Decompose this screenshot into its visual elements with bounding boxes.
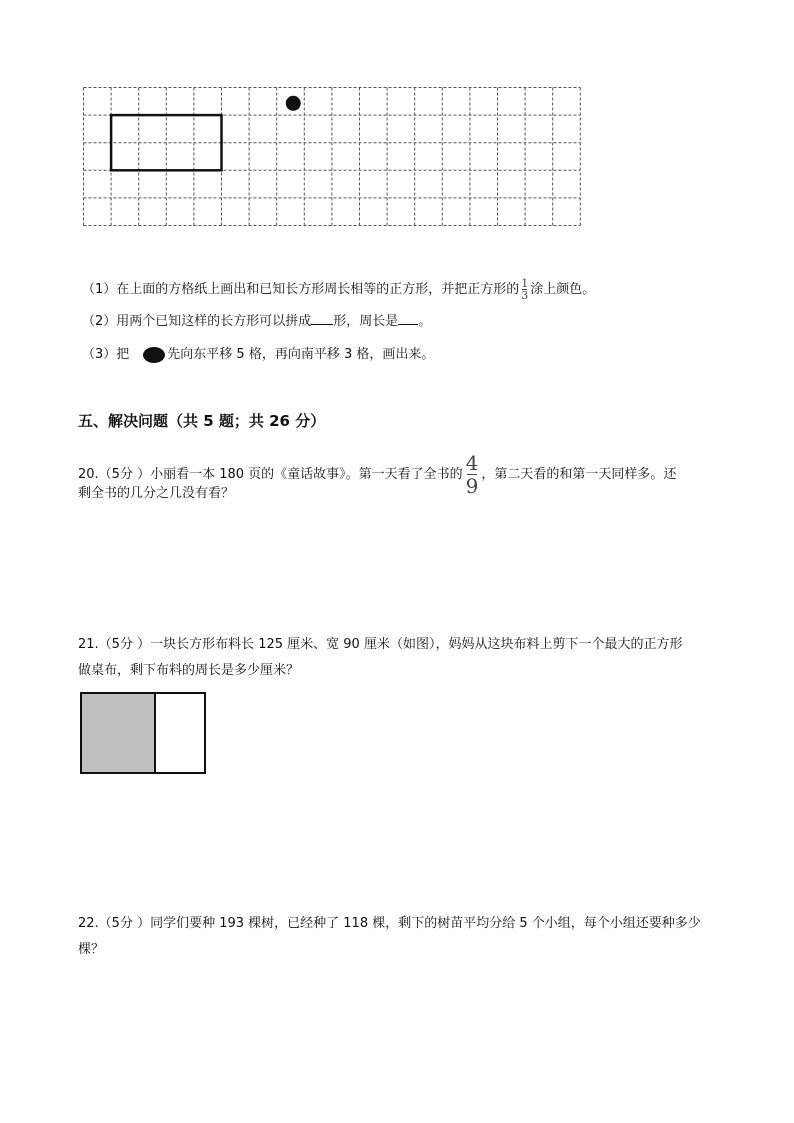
fraction-numerator: 1 [521,277,529,290]
fraction-four-ninths [466,453,479,496]
fraction-denominator: 9 [465,474,479,498]
q3-suffix: 先向东平移 5 格，再向南平移 3 格，画出来。 [167,347,435,362]
problem-22-line1: 22.（5分 ）同学们要种 193 棵树，已经种了 118 棵，剩下的树苗平均分给 5 个小组，每个小组还要种多少 [78,916,701,931]
q2-part2: 形，周长是 [333,314,399,329]
problem-22-line2: 棵？ [78,942,105,957]
answer-blank-shape[interactable] [311,312,333,325]
problem-21-line1: 21.（5分 ）一块长方形布料长 125 厘米、宽 90 厘米（如图），妈妈从这块布料上剪下一个最大的正方形 [78,637,683,652]
section-title: 五、解决问题（共 5 题；共 26 分） [78,412,326,430]
p20-suffix: ，第二天看的和第一天同样多。还 [481,467,677,482]
fraction-numerator: 4 [465,451,479,475]
grid-paper-figure [83,87,583,233]
cut-square [81,693,155,773]
question-3 [82,345,434,365]
question-1 [82,278,595,301]
black-dot-icon [143,347,165,363]
question-2 [82,312,431,332]
black-dot [286,96,301,111]
q3-prefix: （3）把 [82,347,130,362]
fraction-denominator: 3 [521,289,529,302]
fraction-one-third [521,278,528,301]
answer-blank-perimeter[interactable] [398,312,418,325]
cloth-figure [80,692,210,776]
q1-prefix: （1）在上面的方格纸上画出和已知长方形周长相等的正方形，并把正方形的 [82,282,520,297]
q2-part1: （2）用两个已知这样的长方形可以拼成 [82,314,312,329]
problem-20-line2: 剩全书的几分之几没有看？ [78,486,235,501]
problem-21-line2: 做桌布，剩下布料的周长是多少厘米？ [78,663,300,678]
q1-suffix: 涂上颜色。 [530,282,596,297]
q2-part3: 。 [418,314,432,329]
p20-prefix: 20.（5分 ）小丽看一本 180 页的《童话故事》。第一天看了全书的 [78,467,463,482]
